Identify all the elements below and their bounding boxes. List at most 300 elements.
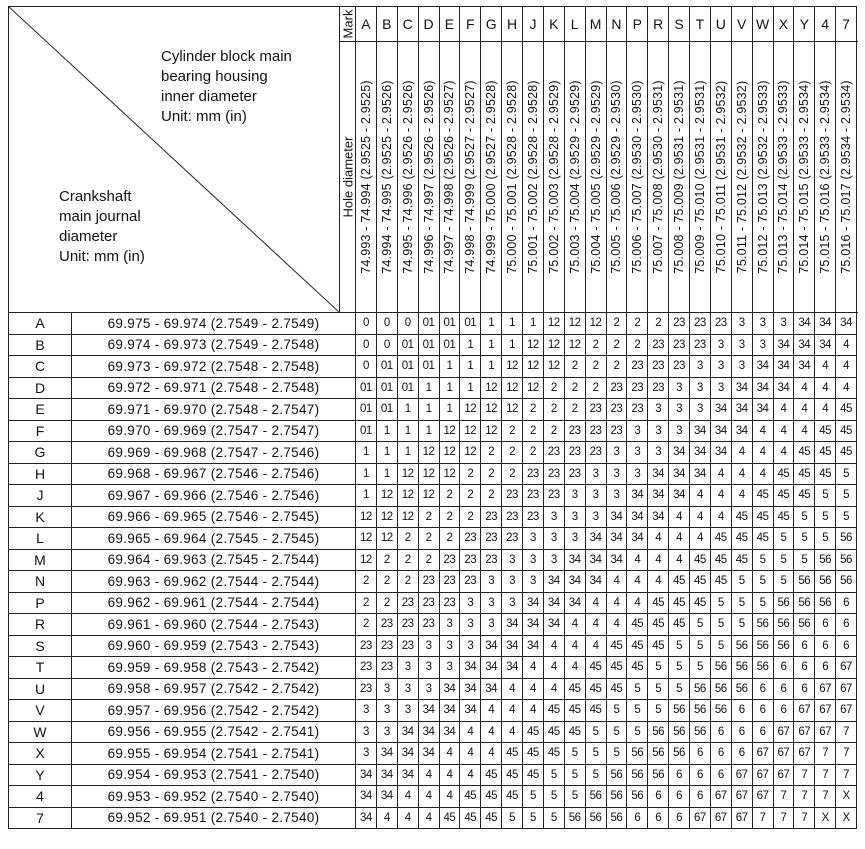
bearing-code-cell: 3: [356, 721, 377, 743]
bearing-code-cell: 4: [669, 549, 690, 571]
bearing-code-cell: 3: [356, 743, 377, 765]
column-range-11: [585, 42, 606, 313]
column-mark-label: Mark: [340, 9, 355, 39]
column-mark-9: K: [543, 7, 564, 42]
bearing-code-cell: 6: [773, 678, 794, 700]
bearing-code-cell: 34: [648, 506, 669, 528]
bearing-code-cell: 56: [606, 764, 627, 786]
bearing-code-cell: 4: [606, 614, 627, 636]
bearing-code-cell: 34: [356, 764, 377, 786]
bearing-code-cell: 4: [543, 657, 564, 679]
bearing-code-cell: 45: [731, 528, 752, 550]
bearing-code-cell: 4: [439, 764, 460, 786]
block-label-unit: Unit: mm (in): [161, 108, 247, 125]
bearing-code-cell: 23: [564, 463, 585, 485]
crank-label-line3: diameter: [59, 228, 118, 245]
bearing-code-cell: 34: [376, 743, 397, 765]
bearing-code-cell: 2: [564, 399, 585, 421]
bearing-code-cell: 5: [648, 700, 669, 722]
bearing-code-cell: 3: [606, 442, 627, 464]
bearing-code-cell: 34: [585, 549, 606, 571]
row-mark: M: [9, 549, 72, 571]
bearing-code-cell: 45: [690, 592, 711, 614]
bearing-code-cell: 6: [669, 786, 690, 808]
bearing-code-cell: 2: [397, 528, 418, 550]
bearing-code-cell: X: [836, 786, 857, 808]
bearing-code-cell: 23: [585, 420, 606, 442]
bearing-code-cell: 45: [710, 549, 731, 571]
bearing-code-cell: 45: [627, 614, 648, 636]
bearing-code-cell: 4: [752, 420, 773, 442]
bearing-code-cell: 5: [627, 678, 648, 700]
bearing-code-cell: 23: [648, 356, 669, 378]
bearing-code-cell: 12: [523, 334, 544, 356]
bearing-code-cell: 23: [460, 549, 481, 571]
bearing-code-cell: 7: [815, 786, 836, 808]
row-axle-diameter: 69.959 - 69.958 (2.7543 - 2.7542): [72, 657, 356, 679]
column-range-23: [836, 42, 857, 313]
bearing-code-cell: 34: [397, 764, 418, 786]
bearing-code-cell: 56: [794, 592, 815, 614]
bearing-code-cell: 3: [523, 528, 544, 550]
table-row: [9, 506, 857, 528]
bearing-code-cell: 5: [773, 549, 794, 571]
row-mark: H: [9, 463, 72, 485]
bearing-code-cell: 01: [397, 334, 418, 356]
bearing-code-cell: 67: [731, 807, 752, 829]
bearing-code-cell: 56: [648, 743, 669, 765]
row-mark: L: [9, 528, 72, 550]
bearing-code-cell: 5: [752, 571, 773, 593]
column-range-7: [502, 42, 523, 313]
table-row: [9, 420, 857, 442]
bearing-code-cell: 12: [460, 442, 481, 464]
column-range-10: [564, 42, 585, 313]
bearing-code-cell: 67: [836, 700, 857, 722]
bearing-code-cell: 6: [731, 743, 752, 765]
bearing-code-cell: 5: [836, 485, 857, 507]
column-mark-23: 7: [836, 7, 857, 42]
table-row: [9, 807, 857, 829]
bearing-code-cell: 45: [731, 549, 752, 571]
bearing-code-cell: 5: [710, 635, 731, 657]
bearing-code-cell: 56: [669, 743, 690, 765]
bearing-code-cell: 12: [523, 356, 544, 378]
bearing-code-cell: 34: [606, 549, 627, 571]
column-mark-2: C: [397, 7, 418, 42]
bearing-code-cell: 2: [502, 463, 523, 485]
bearing-code-cell: 45: [815, 442, 836, 464]
bearing-code-cell: 34: [627, 506, 648, 528]
bearing-code-cell: 56: [815, 592, 836, 614]
bearing-code-cell: 34: [815, 334, 836, 356]
bearing-code-cell: 6: [752, 700, 773, 722]
bearing-code-cell: 4: [481, 721, 502, 743]
bearing-code-cell: 2: [585, 377, 606, 399]
table-row: [9, 334, 857, 356]
bearing-code-cell: 45: [773, 463, 794, 485]
bearing-code-cell: 34: [773, 377, 794, 399]
row-axle-diameter: 69.975 - 69.974 (2.7549 - 2.7549): [72, 313, 356, 335]
bearing-code-cell: 67: [815, 700, 836, 722]
bearing-code-cell: 56: [669, 700, 690, 722]
column-range-text: 75.005 - 75.006 (2.9529 - 2.9530): [609, 80, 624, 274]
bearing-code-cell: 34: [773, 356, 794, 378]
bearing-code-cell: 5: [773, 571, 794, 593]
row-mark: G: [9, 442, 72, 464]
bearing-code-cell: 4: [627, 592, 648, 614]
column-range-text: 75.007 - 75.008 (2.9530 - 2.9531): [651, 80, 666, 274]
bearing-code-cell: 34: [356, 786, 377, 808]
bearing-code-cell: 23: [439, 549, 460, 571]
bearing-code-cell: 45: [669, 592, 690, 614]
bearing-code-cell: 34: [669, 442, 690, 464]
bearing-code-cell: 12: [543, 356, 564, 378]
bearing-code-cell: 6: [690, 786, 711, 808]
column-range-text: 75.012 - 75.013 (2.9532 - 2.9533): [755, 80, 770, 274]
bearing-code-cell: 2: [585, 334, 606, 356]
bearing-code-cell: 1: [418, 420, 439, 442]
column-range-16: [690, 42, 711, 313]
bearing-code-cell: 3: [418, 635, 439, 657]
bearing-code-cell: 56: [773, 614, 794, 636]
bearing-code-cell: 23: [376, 657, 397, 679]
bearing-code-cell: 2: [585, 356, 606, 378]
bearing-code-cell: 6: [669, 807, 690, 829]
bearing-code-cell: 0: [397, 313, 418, 335]
bearing-code-cell: 4: [627, 549, 648, 571]
bearing-code-cell: 6: [648, 786, 669, 808]
bearing-code-cell: 01: [439, 313, 460, 335]
row-mark: X: [9, 743, 72, 765]
bearing-code-cell: 34: [397, 743, 418, 765]
bearing-code-cell: 1: [418, 399, 439, 421]
column-range-8: [523, 42, 544, 313]
bearing-code-cell: 4: [648, 528, 669, 550]
column-range-text: 75.014 - 75.015 (2.9533 - 2.9534): [797, 80, 812, 274]
row-mark: N: [9, 571, 72, 593]
bearing-code-cell: 1: [439, 377, 460, 399]
bearing-code-cell: X: [815, 807, 836, 829]
bearing-code-cell: 45: [523, 721, 544, 743]
bearing-code-cell: 12: [585, 313, 606, 335]
row-mark: V: [9, 700, 72, 722]
bearing-code-cell: 34: [731, 377, 752, 399]
bearing-code-cell: 56: [690, 678, 711, 700]
bearing-code-cell: 4: [710, 463, 731, 485]
bearing-code-cell: 67: [836, 657, 857, 679]
hole-diameter-label: Hole diameter: [340, 136, 355, 218]
bearing-code-cell: 45: [794, 485, 815, 507]
column-mark-7: H: [502, 7, 523, 42]
row-axle-diameter: 69.955 - 69.954 (2.7541 - 2.7541): [72, 743, 356, 765]
bearing-code-cell: 3: [376, 721, 397, 743]
bearing-code-cell: 4: [794, 420, 815, 442]
row-mark: A: [9, 313, 72, 335]
bearing-code-cell: 5: [794, 549, 815, 571]
column-mark-5: F: [460, 7, 481, 42]
table-row: [9, 485, 857, 507]
column-range-0: [356, 42, 377, 313]
row-mark: Y: [9, 764, 72, 786]
bearing-code-cell: 45: [585, 678, 606, 700]
bearing-code-cell: 4: [648, 571, 669, 593]
bearing-code-cell: 23: [585, 442, 606, 464]
crank-label-line1: Crankshaft: [59, 188, 132, 205]
bearing-code-cell: 34: [669, 485, 690, 507]
row-mark: J: [9, 485, 72, 507]
bearing-code-cell: 23: [606, 377, 627, 399]
bearing-code-cell: 4: [815, 399, 836, 421]
bearing-code-cell: 23: [585, 399, 606, 421]
bearing-code-cell: 4: [794, 377, 815, 399]
bearing-code-cell: 4: [836, 334, 857, 356]
bearing-code-cell: 5: [627, 700, 648, 722]
column-range-22: [815, 42, 836, 313]
bearing-code-cell: 6: [794, 678, 815, 700]
bearing-code-cell: 4: [669, 506, 690, 528]
bearing-code-cell: 45: [585, 657, 606, 679]
column-range-12: [606, 42, 627, 313]
bearing-code-cell: 45: [481, 807, 502, 829]
bearing-code-cell: 12: [543, 313, 564, 335]
bearing-code-cell: 56: [627, 764, 648, 786]
bearing-code-cell: 34: [627, 528, 648, 550]
bearing-code-cell: 4: [815, 377, 836, 399]
bearing-code-cell: 23: [418, 614, 439, 636]
bearing-code-cell: 3: [543, 549, 564, 571]
row-axle-diameter: 69.960 - 69.959 (2.7543 - 2.7543): [72, 635, 356, 657]
bearing-code-cell: 3: [627, 463, 648, 485]
bearing-code-cell: 12: [481, 420, 502, 442]
bearing-code-cell: 34: [731, 399, 752, 421]
bearing-code-cell: 23: [543, 463, 564, 485]
bearing-code-cell: 1: [439, 356, 460, 378]
bearing-code-cell: 12: [523, 377, 544, 399]
bearing-code-cell: 5: [669, 635, 690, 657]
bearing-code-cell: 23: [397, 592, 418, 614]
bearing-code-cell: 56: [710, 657, 731, 679]
bearing-code-cell: 5: [648, 657, 669, 679]
bearing-code-cell: 1: [356, 485, 377, 507]
bearing-code-cell: 5: [690, 657, 711, 679]
bearing-code-cell: 3: [564, 506, 585, 528]
column-mark-0: A: [356, 7, 377, 42]
bearing-code-cell: 3: [460, 614, 481, 636]
bearing-code-cell: 2: [356, 614, 377, 636]
bearing-code-cell: 23: [523, 463, 544, 485]
column-mark-20: X: [773, 7, 794, 42]
bearing-code-cell: 2: [481, 442, 502, 464]
bearing-code-cell: 23: [648, 377, 669, 399]
bearing-code-cell: 01: [356, 377, 377, 399]
bearing-code-cell: 45: [502, 743, 523, 765]
bearing-code-cell: 01: [397, 377, 418, 399]
row-mark: P: [9, 592, 72, 614]
table-row: [9, 743, 857, 765]
row-mark: R: [9, 614, 72, 636]
bearing-code-cell: 3: [669, 377, 690, 399]
table-row: [9, 592, 857, 614]
bearing-code-cell: 34: [376, 786, 397, 808]
bearing-code-cell: 1: [481, 334, 502, 356]
bearing-code-cell: 3: [752, 313, 773, 335]
bearing-code-cell: 34: [418, 700, 439, 722]
bearing-code-cell: 23: [460, 528, 481, 550]
bearing-code-cell: 67: [752, 786, 773, 808]
bearing-code-cell: 34: [606, 528, 627, 550]
bearing-code-cell: 45: [502, 764, 523, 786]
bearing-code-cell: 23: [481, 506, 502, 528]
bearing-code-cell: 2: [460, 463, 481, 485]
table-row: [9, 721, 857, 743]
bearing-code-cell: 56: [710, 678, 731, 700]
bearing-code-cell: 34: [710, 420, 731, 442]
bearing-code-cell: 0: [376, 334, 397, 356]
bearing-code-cell: 5: [815, 528, 836, 550]
bearing-code-cell: 0: [356, 334, 377, 356]
bearing-code-cell: 6: [710, 743, 731, 765]
bearing-code-cell: 23: [356, 657, 377, 679]
bearing-code-cell: 12: [502, 356, 523, 378]
bearing-code-cell: 2: [627, 313, 648, 335]
bearing-code-cell: 45: [460, 786, 481, 808]
bearing-code-cell: 45: [543, 721, 564, 743]
bearing-code-cell: 1: [460, 377, 481, 399]
bearing-code-cell: 45: [836, 399, 857, 421]
bearing-code-cell: 5: [710, 592, 731, 614]
bearing-code-cell: 2: [418, 528, 439, 550]
bearing-code-cell: 45: [731, 506, 752, 528]
bearing-code-cell: 4: [773, 420, 794, 442]
bearing-code-cell: 45: [794, 442, 815, 464]
bearing-code-cell: 34: [418, 743, 439, 765]
column-range-3: [418, 42, 439, 313]
column-mark-6: G: [481, 7, 502, 42]
column-mark-13: P: [627, 7, 648, 42]
bearing-code-cell: 5: [606, 743, 627, 765]
column-range-text: 74.997 - 74.998 (2.9526 - 2.9527): [442, 80, 457, 274]
bearing-code-cell: 3: [543, 528, 564, 550]
bearing-code-cell: 3: [439, 635, 460, 657]
bearing-code-cell: 2: [543, 399, 564, 421]
bearing-code-cell: 3: [523, 571, 544, 593]
bearing-code-cell: 1: [481, 356, 502, 378]
bearing-code-cell: 67: [794, 721, 815, 743]
bearing-code-cell: 56: [585, 786, 606, 808]
bearing-code-cell: 12: [460, 420, 481, 442]
bearing-code-cell: 45: [836, 442, 857, 464]
bearing-code-cell: 34: [794, 313, 815, 335]
bearing-code-cell: 45: [564, 678, 585, 700]
bearing-code-cell: 2: [606, 313, 627, 335]
bearing-code-cell: 01: [418, 334, 439, 356]
row-mark: E: [9, 399, 72, 421]
column-mark-17: U: [710, 7, 731, 42]
bearing-code-cell: 34: [481, 657, 502, 679]
bearing-code-cell: 67: [752, 764, 773, 786]
bearing-code-cell: 2: [460, 485, 481, 507]
bearing-code-cell: 2: [648, 313, 669, 335]
bearing-code-cell: 45: [627, 657, 648, 679]
bearing-code-cell: 2: [502, 420, 523, 442]
column-range-text: 75.006 - 75.007 (2.9530 - 2.9530): [630, 80, 645, 274]
row-mark: D: [9, 377, 72, 399]
bearing-code-cell: 56: [731, 657, 752, 679]
bearing-code-cell: 12: [502, 399, 523, 421]
column-range-4: [439, 42, 460, 313]
bearing-code-cell: 2: [564, 377, 585, 399]
bearing-code-cell: 23: [606, 399, 627, 421]
bearing-code-cell: 01: [418, 313, 439, 335]
bearing-code-cell: 4: [585, 592, 606, 614]
bearing-code-cell: 5: [564, 764, 585, 786]
bearing-code-cell: 45: [523, 743, 544, 765]
bearing-code-cell: 5: [543, 786, 564, 808]
column-range-text: 75.003 - 75.004 (2.9529 - 2.9529): [567, 80, 582, 274]
corner-header-cell: [9, 7, 340, 313]
bearing-code-cell: 0: [376, 313, 397, 335]
bearing-code-cell: 4: [376, 807, 397, 829]
bearing-code-cell: 34: [356, 807, 377, 829]
bearing-code-cell: 45: [648, 635, 669, 657]
bearing-code-cell: 5: [543, 807, 564, 829]
column-mark-15: S: [669, 7, 690, 42]
row-axle-diameter: 69.954 - 69.953 (2.7541 - 2.7540): [72, 764, 356, 786]
bearing-code-cell: 4: [731, 442, 752, 464]
bearing-code-cell: 56: [836, 549, 857, 571]
column-range-21: [794, 42, 815, 313]
bearing-code-cell: 23: [502, 528, 523, 550]
column-range-15: [669, 42, 690, 313]
bearing-code-cell: 45: [752, 528, 773, 550]
bearing-code-cell: 4: [731, 485, 752, 507]
row-axle-diameter: 69.965 - 69.964 (2.7545 - 2.7545): [72, 528, 356, 550]
column-range-19: [752, 42, 773, 313]
bearing-code-cell: 23: [606, 420, 627, 442]
bearing-code-cell: 12: [376, 528, 397, 550]
block-label-line1: Cylinder block main: [161, 48, 292, 65]
bearing-code-cell: 67: [794, 700, 815, 722]
bearing-code-cell: 3: [502, 592, 523, 614]
bearing-code-cell: 12: [356, 506, 377, 528]
bearing-code-cell: 12: [564, 313, 585, 335]
bearing-code-cell: 45: [481, 786, 502, 808]
bearing-code-cell: 4: [585, 635, 606, 657]
bearing-code-cell: 5: [836, 506, 857, 528]
bearing-code-cell: 4: [418, 807, 439, 829]
bearing-code-cell: 6: [836, 592, 857, 614]
bearing-code-cell: 5: [585, 743, 606, 765]
bearing-code-cell: 34: [690, 420, 711, 442]
bearing-code-cell: 2: [439, 485, 460, 507]
bearing-code-cell: 4: [502, 700, 523, 722]
bearing-code-cell: 23: [376, 635, 397, 657]
bearing-code-cell: 34: [648, 485, 669, 507]
bearing-code-cell: 5: [564, 743, 585, 765]
bearing-code-cell: 34: [815, 313, 836, 335]
bearing-code-cell: 5: [543, 764, 564, 786]
bearing-code-cell: 5: [794, 506, 815, 528]
column-range-20: [773, 42, 794, 313]
bearing-code-cell: 4: [543, 635, 564, 657]
bearing-code-cell: 2: [523, 420, 544, 442]
table-row: [9, 399, 857, 421]
bearing-code-cell: 3: [606, 463, 627, 485]
bearing-code-cell: 34: [794, 356, 815, 378]
bearing-code-cell: 45: [815, 420, 836, 442]
column-range-5: [460, 42, 481, 313]
